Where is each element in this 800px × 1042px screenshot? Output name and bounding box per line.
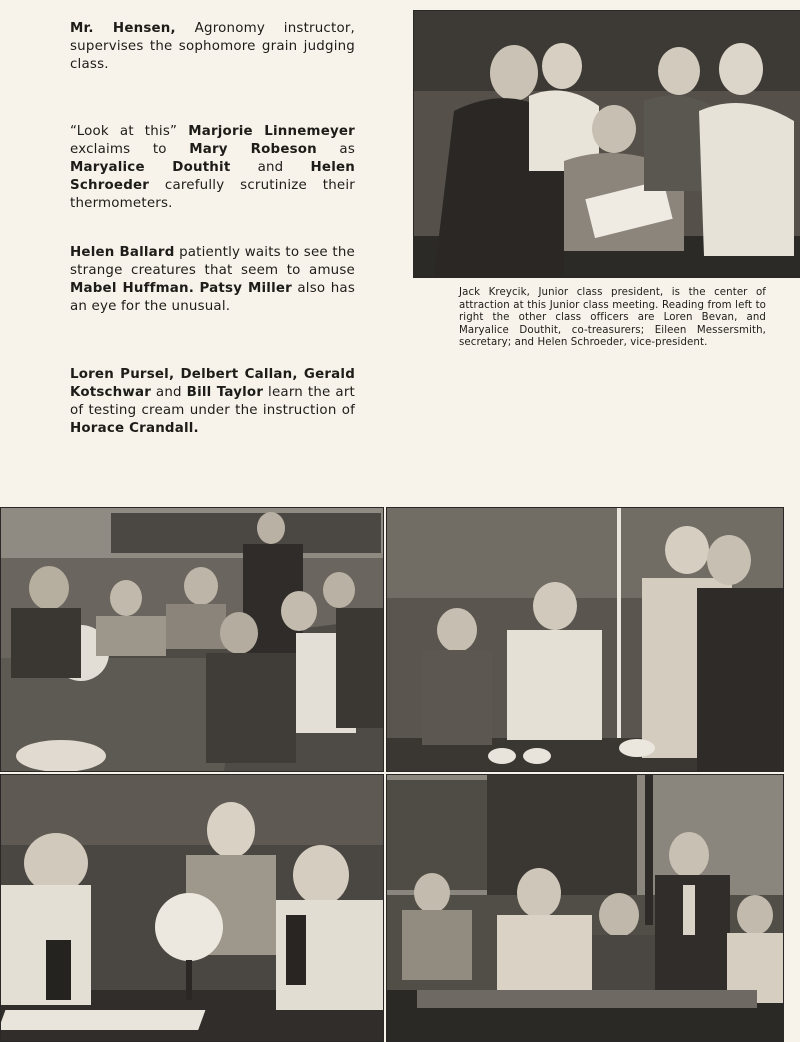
caption-testing-cream: [70, 366, 355, 438]
caption-thermometers: [70, 123, 355, 213]
caption-text: “Look at this”: [70, 124, 189, 139]
caption-name: Helen Schroeder: [70, 160, 355, 193]
caption-name: Loren Pursel, Delbert Callan, Gerald Kotschwar: [70, 367, 355, 400]
caption-text: and: [151, 385, 187, 400]
caption-text: also has an eye for the unusual.: [70, 281, 355, 314]
caption-text: patiently waits to see the strange creatures that seem to amuse: [70, 245, 355, 278]
caption-text: as: [316, 142, 356, 157]
caption-text: carefully scrutinize their thermometers.: [70, 178, 355, 211]
caption-text: learn the art of testing cream under the instruction of: [70, 385, 355, 418]
caption-text: Agronomy instructor, supervises the sophomore grain judging class.: [70, 21, 356, 72]
junior-class-caption: Jack Kreycik, Junior class president, is the center of attraction at this Junior class meeting. Reading from left to right the other class officers are Loren Bevan, and Maryalice Douthit, co-treasurers; Eileen Messersmith, secretary; and Helen Schroeder, vice-president.: [459, 287, 766, 349]
caption-name: Marjorie Linnemeyer: [188, 124, 355, 139]
caption-name: Mary Robeson: [189, 142, 317, 157]
caption-grain-judging: [70, 20, 355, 74]
photo-grain-judging-class: [0, 507, 384, 772]
photo-thermometers: [386, 507, 784, 772]
photo-microscopes: [0, 774, 384, 1042]
caption-text: and: [230, 160, 311, 175]
caption-name: Mr. Hensen,: [70, 21, 176, 36]
photo-testing-cream: [386, 774, 784, 1042]
caption-name: Maryalice Douthit: [70, 160, 231, 175]
caption-name: Horace Crandall.: [70, 421, 199, 436]
caption-name: Patsy Miller: [199, 281, 292, 296]
caption-name: Bill Taylor: [186, 385, 264, 400]
caption-name: Helen Ballard: [70, 245, 175, 260]
caption-text: exclaims to: [70, 142, 190, 157]
photo-junior-class-meeting: [413, 10, 800, 278]
caption-strange-creatures: [70, 244, 355, 316]
caption-name: Mabel Huffman.: [70, 281, 195, 296]
